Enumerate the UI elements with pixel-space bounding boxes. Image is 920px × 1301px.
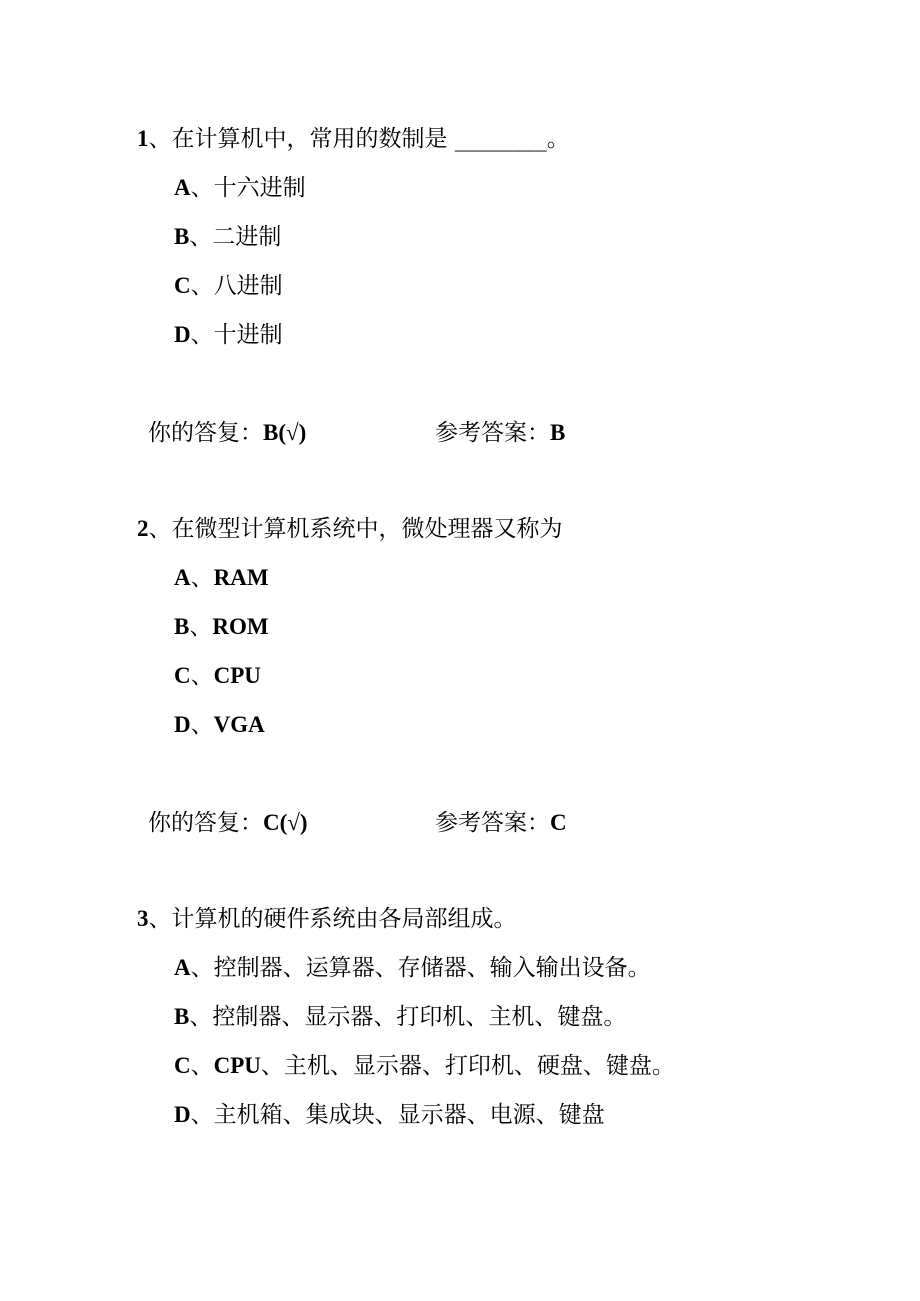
- question-2-title: [137, 514, 563, 544]
- option-label: B: [174, 1004, 190, 1029]
- option-label: C: [174, 1053, 191, 1078]
- option-text: 八进制: [213, 273, 283, 299]
- question-number: 1: [137, 126, 149, 151]
- question-separator: 、: [148, 906, 172, 932]
- option-text: 二进制: [212, 224, 282, 250]
- option-separator: 、: [189, 1004, 213, 1030]
- option-label: D: [174, 1102, 191, 1127]
- question-1-title: [137, 124, 570, 154]
- option-label: A: [174, 955, 191, 980]
- question-2-option-d: [174, 710, 265, 740]
- option-separator: 、: [189, 614, 213, 640]
- option-label: D: [174, 322, 191, 347]
- option-text: 主机箱、集成块、显示器、电源、键盘: [213, 1102, 605, 1128]
- question-2-option-c: [174, 661, 261, 691]
- option-label: B: [174, 224, 190, 249]
- reference-answer-value: B: [550, 420, 566, 445]
- question-text: 在微型计算机系统中，微处理器又称为: [171, 516, 563, 542]
- reference-answer-label: 参考答案：: [435, 810, 550, 836]
- question-1-reference-answer: [435, 418, 565, 448]
- option-text: 十六进制: [213, 175, 306, 201]
- your-answer-label: 你的答复：: [148, 420, 263, 446]
- question-text: 在计算机中，常用的数制是 ________。: [171, 126, 570, 152]
- your-answer-label: 你的答复：: [148, 810, 263, 836]
- option-label: A: [174, 175, 191, 200]
- option-text-bold-prefix: CPU: [213, 1053, 261, 1078]
- option-separator: 、: [190, 322, 214, 348]
- option-separator: 、: [190, 273, 214, 299]
- question-number: 3: [137, 906, 149, 931]
- option-separator: 、: [190, 1053, 214, 1079]
- option-separator: 、: [190, 712, 214, 738]
- option-label: A: [174, 565, 191, 590]
- question-2-your-answer: [148, 808, 308, 838]
- question-1-option-b: [174, 222, 281, 252]
- your-answer-value: C(√): [263, 810, 308, 835]
- option-separator: 、: [190, 565, 214, 591]
- question-3-title: [137, 904, 517, 934]
- question-2-reference-answer: [435, 808, 567, 838]
- option-separator: 、: [190, 955, 214, 981]
- option-label: C: [174, 273, 191, 298]
- question-text: 计算机的硬件系统由各局部组成。: [171, 906, 517, 932]
- question-1-option-d: [174, 320, 283, 350]
- option-text: 、主机、显示器、打印机、硬盘、键盘。: [260, 1053, 675, 1079]
- option-text: 控制器、显示器、打印机、主机、键盘。: [212, 1004, 627, 1030]
- option-text: ROM: [212, 614, 269, 639]
- question-separator: 、: [148, 516, 172, 542]
- question-1-your-answer: [148, 418, 306, 448]
- option-text: VGA: [213, 712, 265, 737]
- option-separator: 、: [190, 1102, 214, 1128]
- option-separator: 、: [190, 175, 214, 201]
- reference-answer-label: 参考答案：: [435, 420, 550, 446]
- question-1-option-a: [174, 173, 306, 203]
- option-text: 控制器、运算器、存储器、输入输出设备。: [213, 955, 651, 981]
- option-label: B: [174, 614, 190, 639]
- option-text: RAM: [213, 565, 269, 590]
- option-separator: 、: [190, 663, 214, 689]
- question-3-option-b: [174, 1002, 626, 1032]
- option-label: C: [174, 663, 191, 688]
- question-separator: 、: [148, 126, 172, 152]
- question-2-option-b: [174, 612, 269, 642]
- question-number: 2: [137, 516, 149, 541]
- question-3-option-a: [174, 953, 651, 983]
- question-2-option-a: [174, 563, 269, 593]
- option-label: D: [174, 712, 191, 737]
- your-answer-value: B(√): [263, 420, 307, 445]
- option-text: CPU: [213, 663, 261, 688]
- question-3-option-c: [174, 1051, 675, 1081]
- question-3-option-d: [174, 1100, 605, 1130]
- question-1-option-c: [174, 271, 283, 301]
- option-separator: 、: [189, 224, 213, 250]
- option-text: 十进制: [213, 322, 283, 348]
- reference-answer-value: C: [550, 810, 567, 835]
